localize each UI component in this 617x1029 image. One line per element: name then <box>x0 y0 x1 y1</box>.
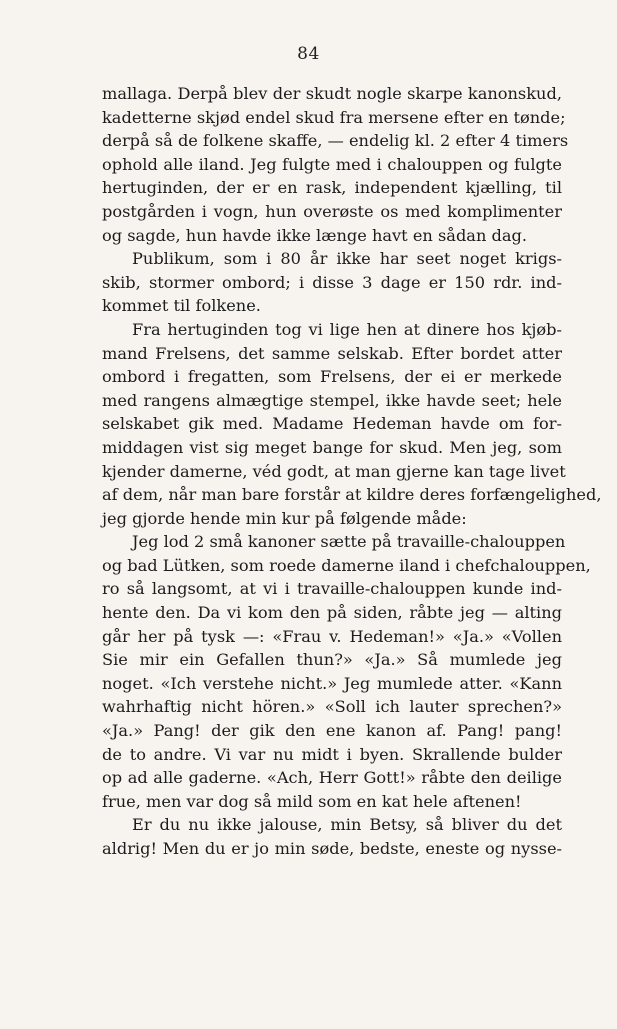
text-line: kjender damerne, véd godt, at man gjerne kan tage livet <box>102 461 566 481</box>
text-line: Sie mir ein Gefallen thun?» «Ja.» Så mumlede jeg <box>102 650 562 670</box>
text-line: frue, men var dog så mild som en kat hele aftenen! <box>102 791 522 811</box>
text-line: op ad alle gaderne. «Ach, Herr Gott!» råbte den deilige <box>102 768 562 788</box>
text-line: Jeg lod 2 små kanoner sætte på travaille-chalouppen <box>132 532 566 552</box>
text-line: hertuginden, der er en rask, independent kjælling, til <box>102 178 562 198</box>
body-text <box>102 82 602 861</box>
text-line: noget. «Ich verstehe nicht.» Jeg mumlede atter. «Kann <box>102 673 562 693</box>
text-line: jeg gjorde hende min kur på følgende måde: <box>102 508 467 528</box>
text-line: Publikum, som i 80 år ikke har seet noget krigs- <box>132 249 562 269</box>
text-line: wahrhaftig nicht hören.» «Soll ich lauter sprechen?» <box>102 697 562 717</box>
text-line: «Ja.» Pang! der gik den ene kanon af. Pang! pang! <box>102 721 562 741</box>
text-line: de to andre. Vi var nu midt i byen. Skrallende bulder <box>102 744 562 764</box>
text-line: derpå så de folkene skaffe, — endelig kl. 2 efter 4 timers <box>102 131 569 151</box>
text-line: ro så langsomt, at vi i travaille-chalouppen kunde ind- <box>102 579 562 599</box>
text-line: af dem, når man bare forstår at kildre deres forfængelighed, <box>102 485 602 505</box>
text-line: og sagde, hun havde ikke længe havt en sådan dag. <box>102 225 528 245</box>
text-line: ophold alle iland. Jeg fulgte med i chalouppen og fulgte <box>102 154 562 174</box>
text-line: selskabet gik med. Madame Hedeman havde om for- <box>102 414 562 434</box>
page-number: 84 <box>297 44 320 64</box>
text-line: aldrig! Men du er jo min søde, bedste, eneste og nysse- <box>102 839 562 858</box>
text-line: middagen vist sig meget bange for skud. Men jeg, som <box>102 437 562 457</box>
text-line: ombord i fregatten, som Frelsens, der ei er merkede <box>102 367 562 387</box>
text-line: Fra hertuginden tog vi lige hen at dinere hos kjøb- <box>132 319 562 339</box>
text-line: hente den. Da vi kom den på siden, råbte jeg — alting <box>102 603 562 623</box>
text-line: med rangens almægtige stempel, ikke havde seet; hele <box>102 390 562 410</box>
text-line: mand Frelsens, det samme selskab. Efter bordet atter <box>102 343 562 363</box>
text-line: postgården i vogn, hun overøste os med komplimenter <box>102 201 562 221</box>
text-line: kadetterne skjød endel skud fra mersene efter en tønde; <box>102 107 566 127</box>
text-line: og bad Lütken, som roede damerne iland i chefchalouppen, <box>102 555 591 575</box>
text-line: kommet til folkene. <box>102 296 261 316</box>
text-line: mallaga. Derpå blev der skudt nogle skarpe kanonskud, <box>102 84 562 103</box>
text-line: går her på tysk —: «Frau v. Hedeman!» «Ja.» «Vollen <box>102 626 562 646</box>
text-line: skib, stormer ombord; i disse 3 dage er 150 rdr. ind- <box>102 272 562 292</box>
text-line: Er du nu ikke jalouse, min Betsy, så bliver du det <box>132 815 562 835</box>
